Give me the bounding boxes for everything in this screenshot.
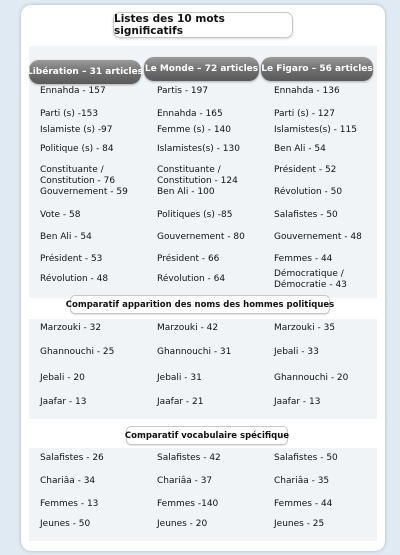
word-item: Gouvernement - 48 [274,232,362,242]
politician-item: Ghannouchi - 20 [274,373,349,383]
word-item: Femme (s) - 140 [157,125,232,135]
vocabulary-item: Salafistes - 50 [274,453,338,463]
vocabulary-item: Salafistes - 42 [157,453,221,463]
politician-item: Jebali - 20 [40,373,85,383]
word-item: Ennahda - 157 [40,86,106,96]
word-item: Révolution - 64 [157,274,226,284]
word-item: Président - 66 [157,254,220,264]
word-item: Islamistes(s) - 115 [274,125,357,135]
word-item: Démocratique / Démocratie - 43 [274,269,347,290]
word-item: Islamiste (s) -97 [40,125,113,135]
word-item: Politiques (s) -85 [157,210,233,220]
vocabulary-item: Jeunes - 25 [274,519,325,529]
word-item: Islamistes(s) - 130 [157,144,240,154]
politician-item: Marzouki - 32 [40,323,102,333]
vocabulary-item: Chariâa - 34 [40,476,96,486]
vocabulary-item: Femmes - 44 [274,499,333,509]
word-item: Vote - 58 [40,210,81,220]
word-item: Ben Ali - 54 [40,232,92,242]
word-item: Femmes - 44 [274,254,333,264]
vocabulary-item: Femmes -140 [157,499,219,509]
politician-item: Jaafar - 13 [274,397,321,407]
vocabulary-item: Salafistes - 26 [40,453,104,463]
politician-item: Jaafar - 21 [157,397,204,407]
word-item: Révolution - 50 [274,187,343,197]
word-item: Parti (s) -153 [40,109,99,119]
content-card [21,5,385,551]
politician-item: Marzouki - 35 [274,323,336,333]
word-item: Partis - 197 [157,86,209,96]
word-item: Constituante / Constitution - 124 [157,165,238,186]
vocabulary-item: Jeunes - 20 [157,519,208,529]
word-item: Salafistes - 50 [274,210,338,220]
word-item: Président - 53 [40,254,103,264]
header-liberation: Libération – 31 articles [29,60,141,84]
word-item: Ben Ali - 100 [157,187,215,197]
politician-item: Jebali - 31 [157,373,202,383]
word-item: Politique (s) - 84 [40,144,114,154]
header-le-figaro: Le Figaro – 56 articles [261,57,373,81]
vocabulary-section-title: Comparatif vocabulaire spécifique [126,426,288,445]
vocabulary-item: Femmes - 13 [40,499,99,509]
word-item: Gouvernement - 80 [157,232,245,242]
word-item: Parti (s) - 127 [274,109,335,119]
politician-item: Jaafar - 13 [40,397,87,407]
header-le-monde: Le Monde – 72 articles [144,57,259,81]
vocabulary-item: Jeunes - 50 [40,519,91,529]
word-item: Président - 52 [274,165,337,175]
page-title: Listes des 10 mots significatifs [113,12,293,38]
word-item: Révolution - 48 [40,274,109,284]
vocabulary-item: Chariâa - 35 [274,476,330,486]
word-item: Gouvernement - 59 [40,187,128,197]
vocabulary-item: Chariâa - 37 [157,476,213,486]
word-item: Constituante / Constitution - 76 [40,165,116,186]
word-item: Ennahda - 136 [274,86,340,96]
politician-item: Marzouki - 42 [157,323,219,333]
word-item: Ennahda - 165 [157,109,223,119]
politician-item: Jebali - 33 [274,347,319,357]
politicians-section-title: Comparatif apparition des noms des hommes politiques [70,295,330,314]
politician-item: Ghannouchi - 25 [40,347,115,357]
politician-item: Ghannouchi - 31 [157,347,232,357]
word-item: Ben Ali - 54 [274,144,326,154]
